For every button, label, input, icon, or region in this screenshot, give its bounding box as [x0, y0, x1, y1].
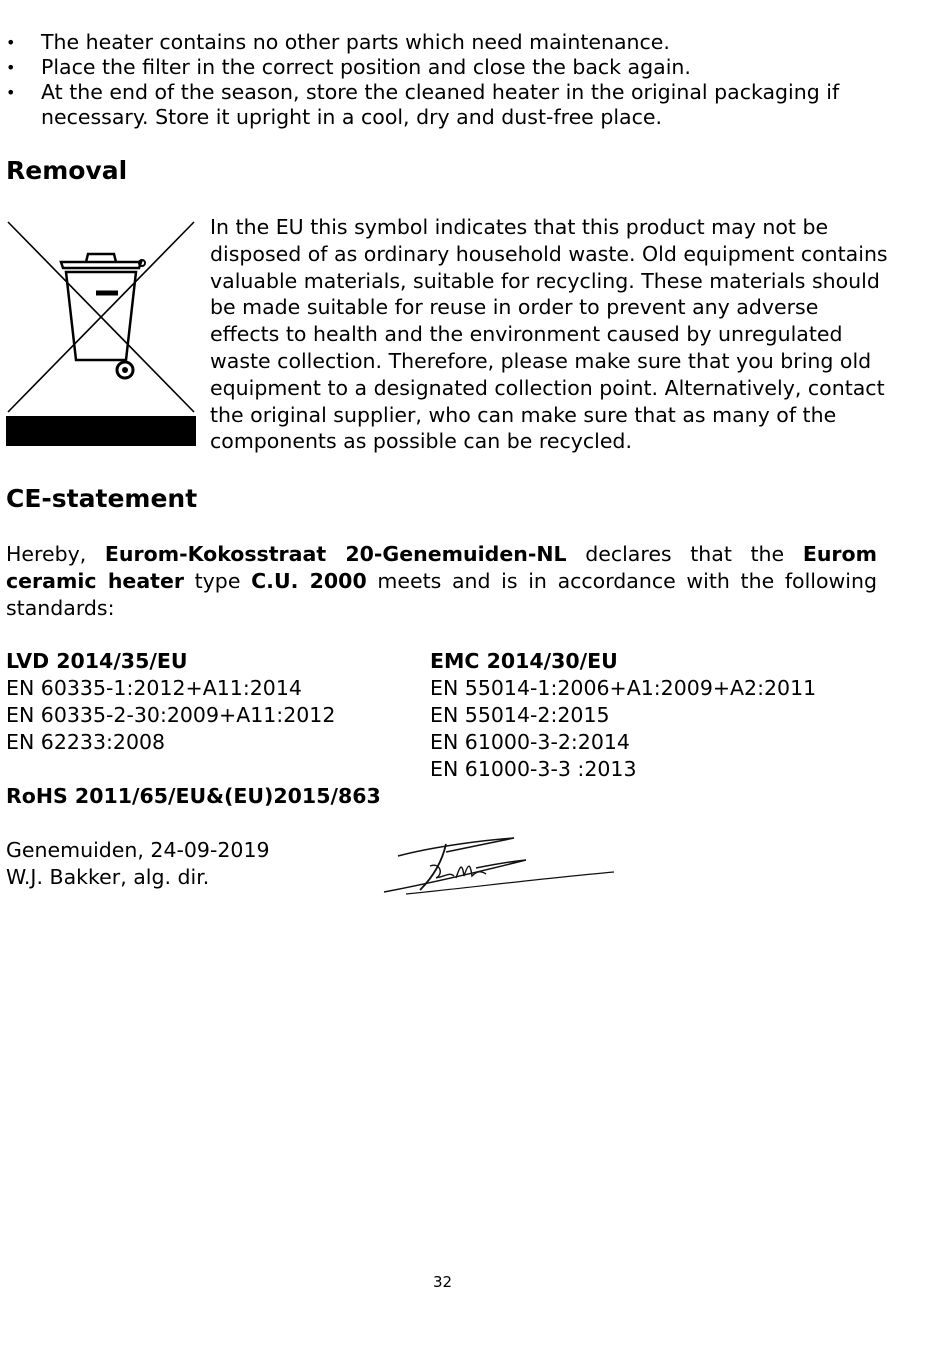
bullet-item: • Place the filter in the correct position and close the back again. — [6, 55, 886, 80]
bullet-item: • At the end of the season, store the cleaned heater in the original packaging if necessary. Store it upright in a cool, dry and dust-free place. — [6, 80, 886, 130]
removal-heading: Removal — [6, 156, 128, 185]
hereby-text: Hereby, — [6, 542, 87, 566]
declares-text: declares that the — [585, 542, 785, 566]
page-number: 32 — [432, 1273, 453, 1291]
handwritten-signature — [376, 832, 616, 900]
emc-standard-item: EN 55014-1:2006+A1:2009+A2:2011 — [430, 676, 817, 700]
rohs-title: RoHS 2011/65/EU&(EU)2015/863 — [6, 784, 381, 808]
product-name: Eurom ceramic heater — [6, 542, 877, 593]
emc-standard-item: EN 61000-3-2:2014 — [430, 730, 630, 754]
crossed-out-wheelie-bin-icon — [6, 218, 196, 446]
company-name: Eurom-Kokosstraat 20-Genemuiden-NL — [104, 542, 567, 566]
place-date: Genemuiden, 24-09-2019 — [6, 838, 270, 862]
lvd-standard-item: EN 62233:2008 — [6, 730, 166, 754]
removal-description: In the EU this symbol indicates that this product may not be disposed of as ordinary household waste. Old equipment contains valuable materials, suitable for recycling. These materials should be made suitable for reuse in order to prevent any adverse effects to health and the environment caused by unregulated waste collection. Therefore, please make sure that you bring old equipment to a designated collection point. Alternatively, contact the original supplier, who can make sure that as many of the components as possible can be recycled. — [210, 215, 888, 454]
lvd-standard-item: EN 60335-2-30:2009+A11:2012 — [6, 703, 336, 727]
emc-standards — [430, 648, 816, 783]
signatory-name: W.J. Bakker, alg. dir. — [6, 865, 210, 889]
emc-standard-item: EN 61000-3-3 :2013 — [430, 757, 637, 781]
ce-statement-heading: CE-statement — [6, 484, 198, 513]
model-number: C.U. 2000 — [251, 568, 367, 593]
signature-block — [6, 837, 270, 891]
type-word: type — [194, 568, 241, 593]
lvd-standard-item: EN 60335-1:2012+A11:2014 — [6, 676, 302, 700]
bullet-item: • The heater contains no other parts which need maintenance. — [6, 30, 886, 55]
lvd-title: LVD 2014/35/EU — [6, 649, 188, 673]
emc-title: EMC 2014/30/EU — [430, 649, 618, 673]
meets-text: meets and is in accordance with the following standards: — [6, 568, 877, 620]
ce-declaration-paragraph — [6, 541, 877, 621]
maintenance-bullet-list — [6, 30, 886, 130]
emc-standard-item: EN 55014-2:2015 — [430, 703, 610, 727]
lvd-standards — [6, 648, 335, 756]
